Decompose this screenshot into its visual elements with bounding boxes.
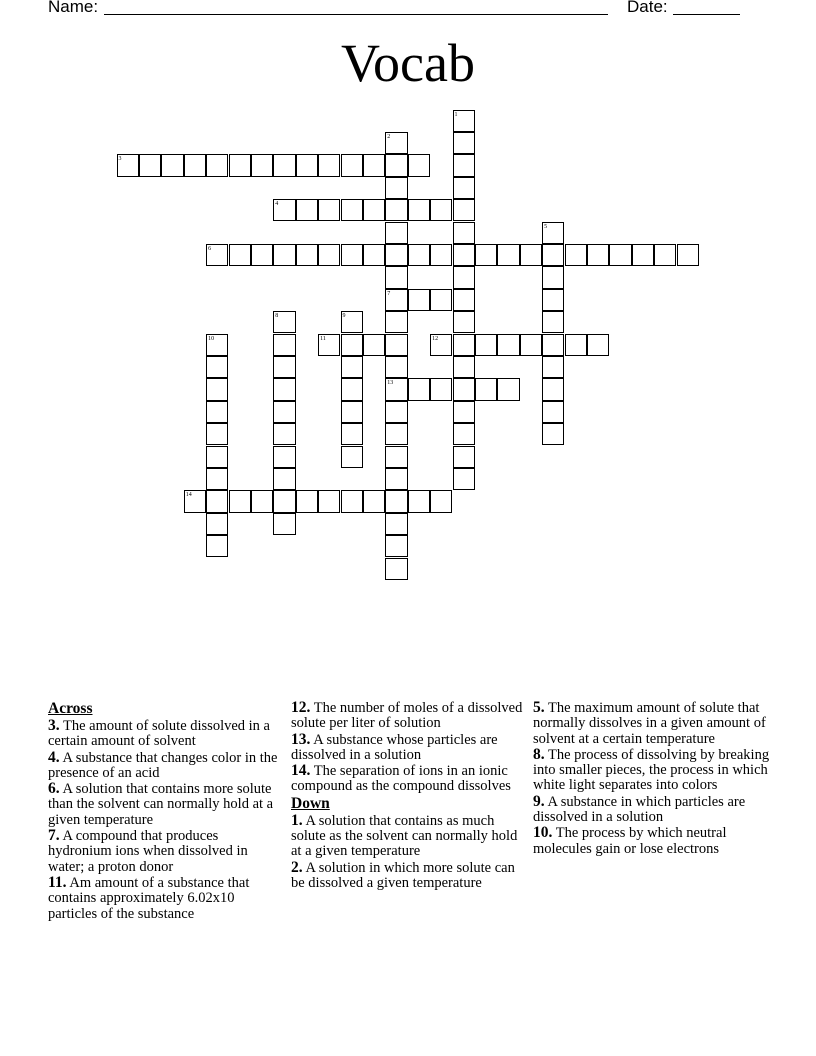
clue-number-7: 7 xyxy=(387,290,391,297)
clue-number-4: 4 xyxy=(275,201,279,208)
crossword-cell[interactable] xyxy=(341,334,363,356)
clue-number-2: 2 xyxy=(387,133,391,140)
clue-down-2: 2. A solution in which more solute can be dissolved a given temperature xyxy=(291,858,515,891)
clue-across-3: 3. The amount of solute dissolved in a certain amount of solvent xyxy=(48,717,270,750)
clue-column-1 xyxy=(48,700,284,922)
crossword-cell[interactable] xyxy=(385,356,407,378)
crossword-cell[interactable] xyxy=(184,490,206,512)
crossword-cell[interactable] xyxy=(520,334,542,356)
crossword-cell[interactable] xyxy=(251,154,273,176)
crossword-cell[interactable] xyxy=(273,468,295,490)
crossword-cell[interactable] xyxy=(341,423,363,445)
crossword-cell[interactable] xyxy=(363,334,385,356)
crossword-cell[interactable] xyxy=(385,222,407,244)
clue-number-6: 6 xyxy=(208,245,212,252)
crossword-cell[interactable] xyxy=(453,446,475,468)
crossword-cell[interactable] xyxy=(341,356,363,378)
clue-across-6: 6. A solution that contains more solute than the solvent can normally hold at a given temperature xyxy=(48,780,274,828)
crossword-cell[interactable] xyxy=(654,244,676,266)
crossword-cell[interactable] xyxy=(273,199,295,221)
clue-down-5: 5. The maximum amount of solute that normally dissolves in a given amount of solvent at a certain temperature xyxy=(533,699,766,747)
clue-number-12: 12 xyxy=(432,335,439,342)
crossword-cell[interactable] xyxy=(296,490,318,512)
crossword-cell[interactable] xyxy=(542,423,564,445)
clue-down-9: 9. A substance in which particles are dissolved in a solution xyxy=(533,792,746,826)
crossword-cell[interactable] xyxy=(408,154,430,176)
crossword-cell[interactable] xyxy=(677,244,699,266)
crossword-cell[interactable] xyxy=(341,199,363,221)
crossword-cell[interactable] xyxy=(273,513,295,535)
name-label: Name: xyxy=(48,0,99,16)
crossword-cell[interactable] xyxy=(453,154,475,176)
crossword-cell[interactable] xyxy=(475,334,497,356)
crossword-cell[interactable] xyxy=(273,446,295,468)
clue-column-2 xyxy=(291,700,525,891)
clue-across-11: 11. Am amount of a substance that contains approximately 6.02x10 particles of the substance xyxy=(48,873,250,922)
crossword-cell[interactable] xyxy=(453,199,475,221)
crossword-cell[interactable] xyxy=(453,311,475,333)
crossword-cell[interactable] xyxy=(453,177,475,199)
crossword-cell[interactable] xyxy=(273,378,295,400)
crossword-cell[interactable] xyxy=(385,244,407,266)
crossword-cell[interactable] xyxy=(206,154,228,176)
crossword-cell[interactable] xyxy=(408,378,430,400)
crossword-cell[interactable] xyxy=(385,446,407,468)
crossword-cell[interactable] xyxy=(273,244,295,266)
clue-number-8: 8 xyxy=(275,313,279,320)
clue-across-7: 7. A compound that produces hydronium ions when dissolved in water; a proton donor xyxy=(48,827,248,875)
crossword-cell[interactable] xyxy=(430,378,452,400)
crossword-cell[interactable] xyxy=(497,244,519,266)
crossword-cell[interactable] xyxy=(430,490,452,512)
clue-across-4: 4. A substance that changes color in the presence of an acid xyxy=(48,748,278,781)
crossword-cell[interactable] xyxy=(363,154,385,176)
crossword-cell[interactable] xyxy=(229,154,251,176)
crossword-cell[interactable] xyxy=(453,132,475,154)
crossword-cell[interactable] xyxy=(453,222,475,244)
crossword-cell[interactable] xyxy=(206,535,228,557)
crossword-cell[interactable] xyxy=(453,423,475,445)
crossword-cell[interactable] xyxy=(318,244,340,266)
clue-number-1: 1 xyxy=(454,111,458,118)
crossword-cell[interactable] xyxy=(206,378,228,400)
clue-down-10: 10. The process by which neutral molecules gain or lose electrons xyxy=(533,824,727,857)
crossword-cell[interactable] xyxy=(587,244,609,266)
crossword-cell[interactable] xyxy=(453,378,475,400)
date-label: Date: xyxy=(627,0,668,16)
crossword-cell[interactable] xyxy=(497,378,519,400)
crossword-cell[interactable] xyxy=(229,490,251,512)
clue-number-3: 3 xyxy=(118,156,122,163)
crossword-cell[interactable] xyxy=(363,244,385,266)
crossword-cell[interactable] xyxy=(408,289,430,311)
crossword-cell[interactable] xyxy=(408,490,430,512)
crossword-cell[interactable] xyxy=(587,334,609,356)
clue-down-8: 8. The process of dissolving by breaking into smaller pieces, the process in which white light separates into colors xyxy=(533,745,770,794)
crossword-cell[interactable] xyxy=(206,334,228,356)
crossword-cell[interactable] xyxy=(453,356,475,378)
crossword-cell[interactable] xyxy=(363,490,385,512)
crossword-cell[interactable] xyxy=(385,334,407,356)
crossword-cell[interactable] xyxy=(296,199,318,221)
crossword-cell[interactable] xyxy=(520,244,542,266)
crossword-cell[interactable] xyxy=(341,244,363,266)
crossword-cell[interactable] xyxy=(206,490,228,512)
crossword-cell[interactable] xyxy=(273,154,295,176)
crossword-cell[interactable] xyxy=(273,423,295,445)
crossword-cell[interactable] xyxy=(385,154,407,176)
clue-across-12: 12. The number of moles of a dissolved solute per liter of solution xyxy=(291,699,523,732)
clue-column-3 xyxy=(533,700,773,857)
crossword-cell[interactable] xyxy=(318,154,340,176)
crossword-cell[interactable] xyxy=(139,154,161,176)
crossword-cell[interactable] xyxy=(542,378,564,400)
crossword-cell[interactable] xyxy=(273,356,295,378)
crossword-cell[interactable] xyxy=(453,334,475,356)
crossword-cell[interactable] xyxy=(385,132,407,154)
crossword-cell[interactable] xyxy=(296,154,318,176)
crossword-cell[interactable] xyxy=(229,244,251,266)
crossword-cell[interactable] xyxy=(161,154,183,176)
crossword-cell[interactable] xyxy=(385,177,407,199)
crossword-cell[interactable] xyxy=(251,244,273,266)
crossword-cell[interactable] xyxy=(296,244,318,266)
crossword-cell[interactable] xyxy=(341,490,363,512)
crossword-cell[interactable] xyxy=(385,199,407,221)
clue-number-14: 14 xyxy=(185,492,192,499)
crossword-cell[interactable] xyxy=(206,356,228,378)
crossword-cell[interactable] xyxy=(542,356,564,378)
crossword-cell[interactable] xyxy=(273,334,295,356)
crossword-cell[interactable] xyxy=(542,266,564,288)
crossword-cell[interactable] xyxy=(385,289,407,311)
down-heading: Down xyxy=(291,794,330,812)
crossword-cell[interactable] xyxy=(273,311,295,333)
crossword-cell[interactable] xyxy=(385,490,407,512)
crossword-cell[interactable] xyxy=(318,490,340,512)
crossword-cell[interactable] xyxy=(318,199,340,221)
crossword-cell[interactable] xyxy=(497,334,519,356)
crossword-cell[interactable] xyxy=(273,401,295,423)
crossword-cell[interactable] xyxy=(565,334,587,356)
crossword-cell[interactable] xyxy=(475,244,497,266)
crossword-cell[interactable] xyxy=(542,334,564,356)
crossword-cell[interactable] xyxy=(430,334,452,356)
crossword-cell[interactable] xyxy=(251,490,273,512)
crossword-cell[interactable] xyxy=(430,289,452,311)
clue-number-11: 11 xyxy=(320,335,326,342)
crossword-cell[interactable] xyxy=(385,468,407,490)
clue-across-13: 13. A substance whose particles are dissolved in a solution xyxy=(291,730,498,763)
crossword-cell[interactable] xyxy=(184,154,206,176)
crossword-cell[interactable] xyxy=(453,401,475,423)
across-heading: Across xyxy=(48,700,93,717)
crossword-cell[interactable] xyxy=(385,535,407,557)
crossword-cell[interactable] xyxy=(542,289,564,311)
crossword-cell[interactable] xyxy=(385,378,407,400)
crossword-cell[interactable] xyxy=(475,378,497,400)
crossword-cell[interactable] xyxy=(453,266,475,288)
crossword-cell[interactable] xyxy=(318,334,340,356)
crossword-cell[interactable] xyxy=(273,490,295,512)
crossword-cell[interactable] xyxy=(609,244,631,266)
crossword-cell[interactable] xyxy=(542,222,564,244)
crossword-cell[interactable] xyxy=(453,244,475,266)
crossword-cell[interactable] xyxy=(408,244,430,266)
clue-number-13: 13 xyxy=(387,380,394,387)
clue-across-14: 14. The separation of ions in an ionic compound as the compound dissolves xyxy=(291,762,511,795)
crossword-cell[interactable] xyxy=(542,244,564,266)
crossword-cell[interactable] xyxy=(206,513,228,535)
crossword-cell[interactable] xyxy=(632,244,654,266)
crossword-cell[interactable] xyxy=(206,423,228,445)
crossword-cell[interactable] xyxy=(206,446,228,468)
crossword-cell[interactable] xyxy=(206,468,228,490)
crossword-cell[interactable] xyxy=(408,199,430,221)
crossword-cell[interactable] xyxy=(430,199,452,221)
clue-number-5: 5 xyxy=(544,223,548,230)
crossword-cell[interactable] xyxy=(385,401,407,423)
crossword-cell[interactable] xyxy=(206,244,228,266)
crossword-cell[interactable] xyxy=(341,154,363,176)
crossword-cell[interactable] xyxy=(206,401,228,423)
clue-number-9: 9 xyxy=(342,313,346,320)
crossword-cell[interactable] xyxy=(430,244,452,266)
crossword-cell[interactable] xyxy=(341,311,363,333)
crossword-cell[interactable] xyxy=(385,311,407,333)
clue-down-1: 1. A solution that contains as much solute as the solvent can normally hold at a given temperature xyxy=(291,811,518,860)
crossword-cell[interactable] xyxy=(565,244,587,266)
crossword-cell[interactable] xyxy=(542,311,564,333)
crossword-cell[interactable] xyxy=(363,199,385,221)
crossword-cell[interactable] xyxy=(117,154,139,176)
crossword-cell[interactable] xyxy=(453,468,475,490)
page-title: Vocab xyxy=(341,33,475,93)
crossword-cell[interactable] xyxy=(385,266,407,288)
crossword-cell[interactable] xyxy=(341,401,363,423)
crossword-cell[interactable] xyxy=(453,289,475,311)
clue-number-10: 10 xyxy=(208,335,215,342)
crossword-cell[interactable] xyxy=(385,558,407,580)
crossword-cell[interactable] xyxy=(341,446,363,468)
crossword-cell[interactable] xyxy=(385,513,407,535)
crossword-cell[interactable] xyxy=(385,423,407,445)
crossword-cell[interactable] xyxy=(542,401,564,423)
crossword-cell[interactable] xyxy=(453,110,475,132)
crossword-cell[interactable] xyxy=(341,378,363,400)
